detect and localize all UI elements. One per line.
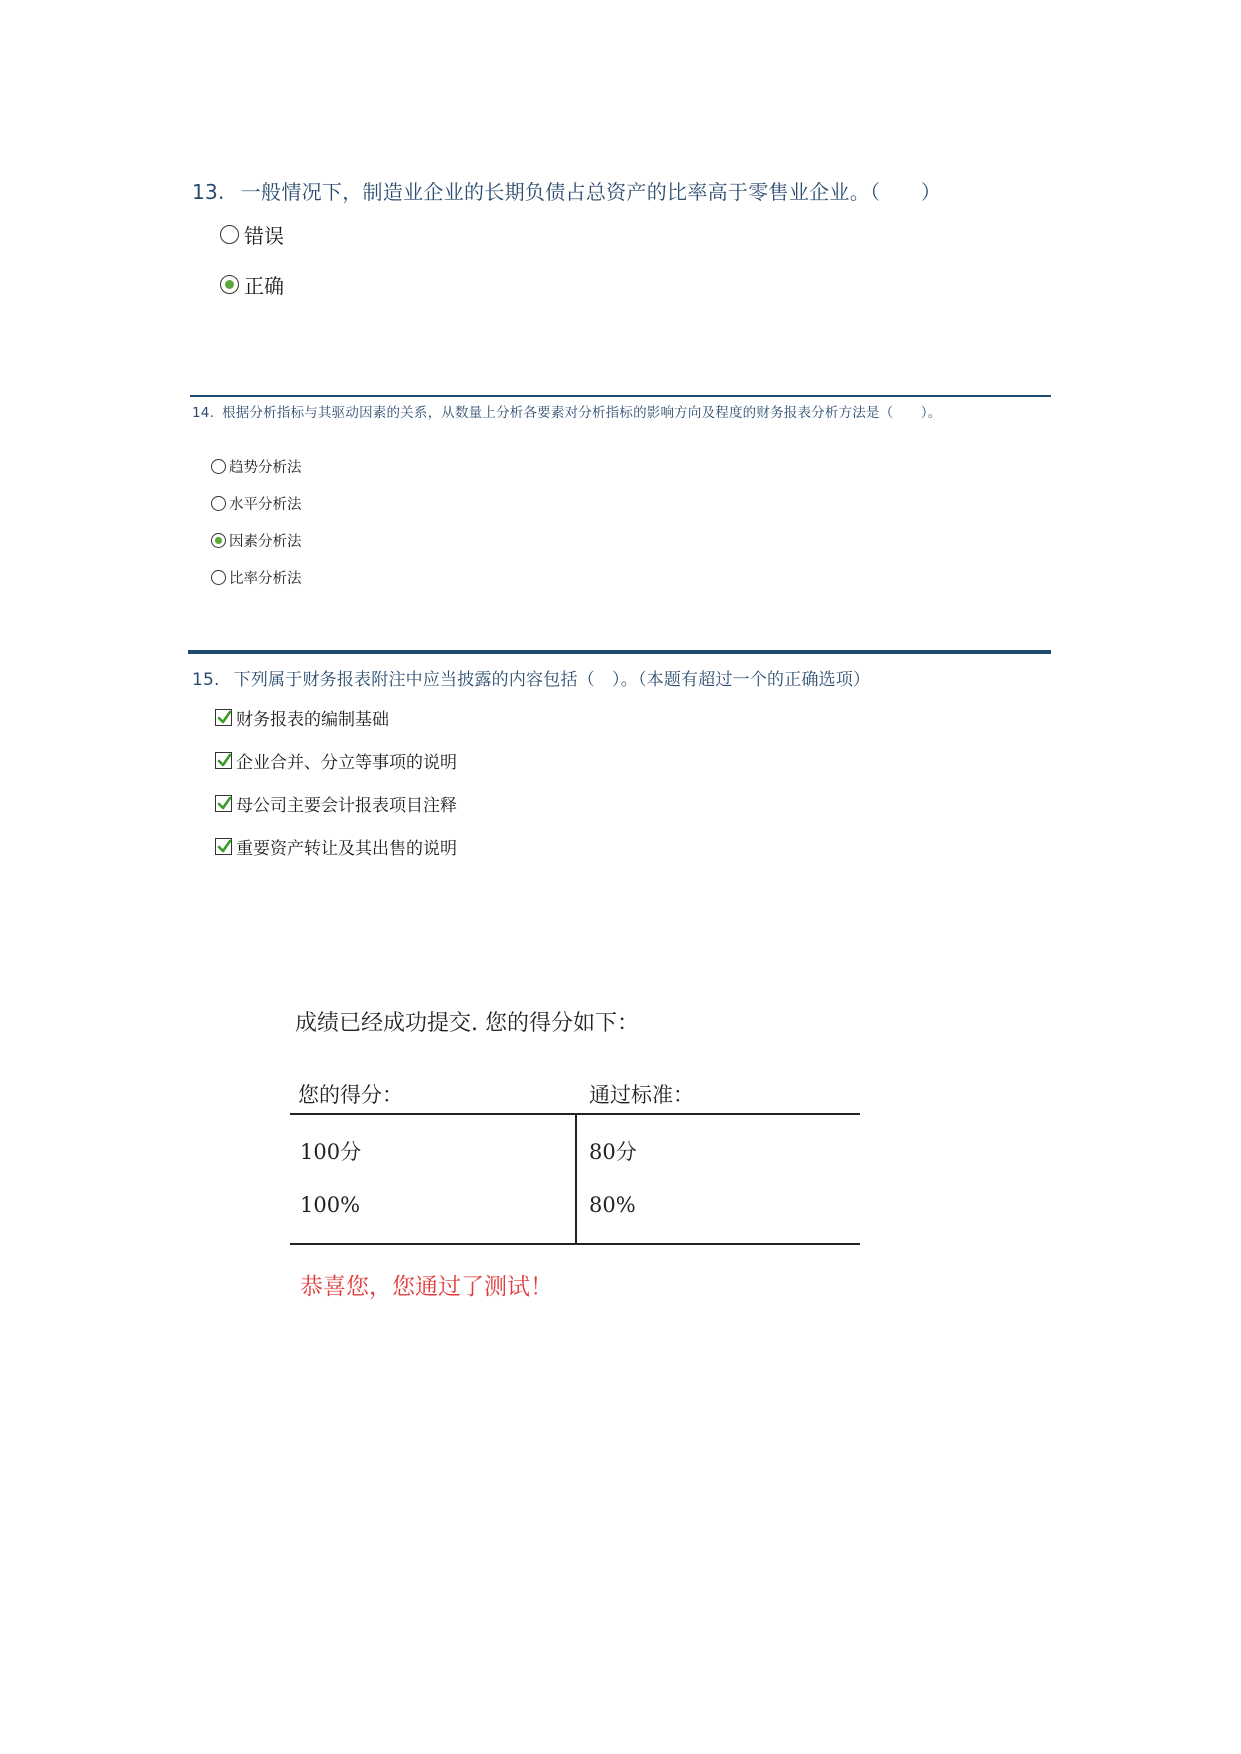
question-15-title (192, 665, 870, 690)
option-label: 正确 (244, 274, 284, 298)
radio-button[interactable] (211, 570, 226, 585)
question-14-title (192, 405, 1022, 422)
option-label: 财务报表的编制基础 (236, 710, 389, 730)
pass-percent: 80% (589, 1193, 636, 1217)
table-column-divider (575, 1113, 577, 1244)
radio-button[interactable] (211, 459, 226, 474)
option-label: 趋势分析法 (229, 460, 302, 476)
question-number: 15. (192, 670, 220, 690)
q15-option-1[interactable] (215, 705, 389, 730)
q13-option-correct[interactable] (220, 270, 284, 299)
q14-option-trend[interactable] (211, 456, 302, 477)
option-label: 企业合并、分立等事项的说明 (236, 753, 457, 773)
question-number: 14. (192, 405, 215, 421)
question-13-title (192, 176, 941, 205)
your-percent: 100% (300, 1193, 361, 1217)
question-text: 一般情况下，制造业企业的长期负债占总资产的比率高于零售业企业。（ ） (240, 180, 942, 204)
score-table (290, 1075, 860, 1250)
pass-points: 80分 (589, 1140, 637, 1164)
radio-button-selected[interactable] (211, 533, 226, 548)
congratulations-message: 恭喜您，您通过了测试！ (300, 1274, 553, 1300)
checkbox-checked[interactable] (215, 752, 232, 769)
radio-button-selected[interactable] (220, 275, 239, 294)
q14-option-factor[interactable] (211, 530, 302, 551)
q14-option-ratio[interactable] (211, 567, 302, 588)
q15-option-2[interactable] (215, 748, 457, 773)
question-text: 下列属于财务报表附注中应当披露的内容包括（ ）。（本题有超过一个的正确选项） (233, 670, 871, 690)
option-label: 错误 (244, 224, 284, 248)
question-text: 根据分析指标与其驱动因素的关系，从数量上分析各要素对分析指标的影响方向及程度的财务报表分析方法是（ ）。 (222, 405, 942, 421)
radio-button[interactable] (211, 496, 226, 511)
option-label: 比率分析法 (229, 571, 302, 587)
q13-option-wrong[interactable] (220, 220, 284, 249)
question-divider (188, 650, 1051, 654)
question-number: 13. (192, 180, 225, 204)
q15-option-3[interactable] (215, 791, 457, 816)
pass-standard-header: 通过标准： (589, 1083, 694, 1107)
question-divider (190, 395, 1051, 397)
radio-button[interactable] (220, 225, 239, 244)
checkbox-checked[interactable] (215, 709, 232, 726)
your-points: 100分 (300, 1140, 362, 1164)
option-label: 母公司主要会计报表项目注释 (236, 796, 457, 816)
q14-option-horizontal[interactable] (211, 493, 302, 514)
table-bottom-rule (290, 1243, 860, 1245)
your-score-header: 您的得分： (298, 1083, 403, 1107)
checkbox-checked[interactable] (215, 838, 232, 855)
option-label: 因素分析法 (229, 534, 302, 550)
option-label: 重要资产转让及其出售的说明 (236, 839, 457, 859)
q15-option-4[interactable] (215, 834, 457, 859)
result-intro: 成绩已经成功提交. 您的得分如下： (295, 1011, 639, 1036)
checkbox-checked[interactable] (215, 795, 232, 812)
option-label: 水平分析法 (229, 497, 302, 513)
